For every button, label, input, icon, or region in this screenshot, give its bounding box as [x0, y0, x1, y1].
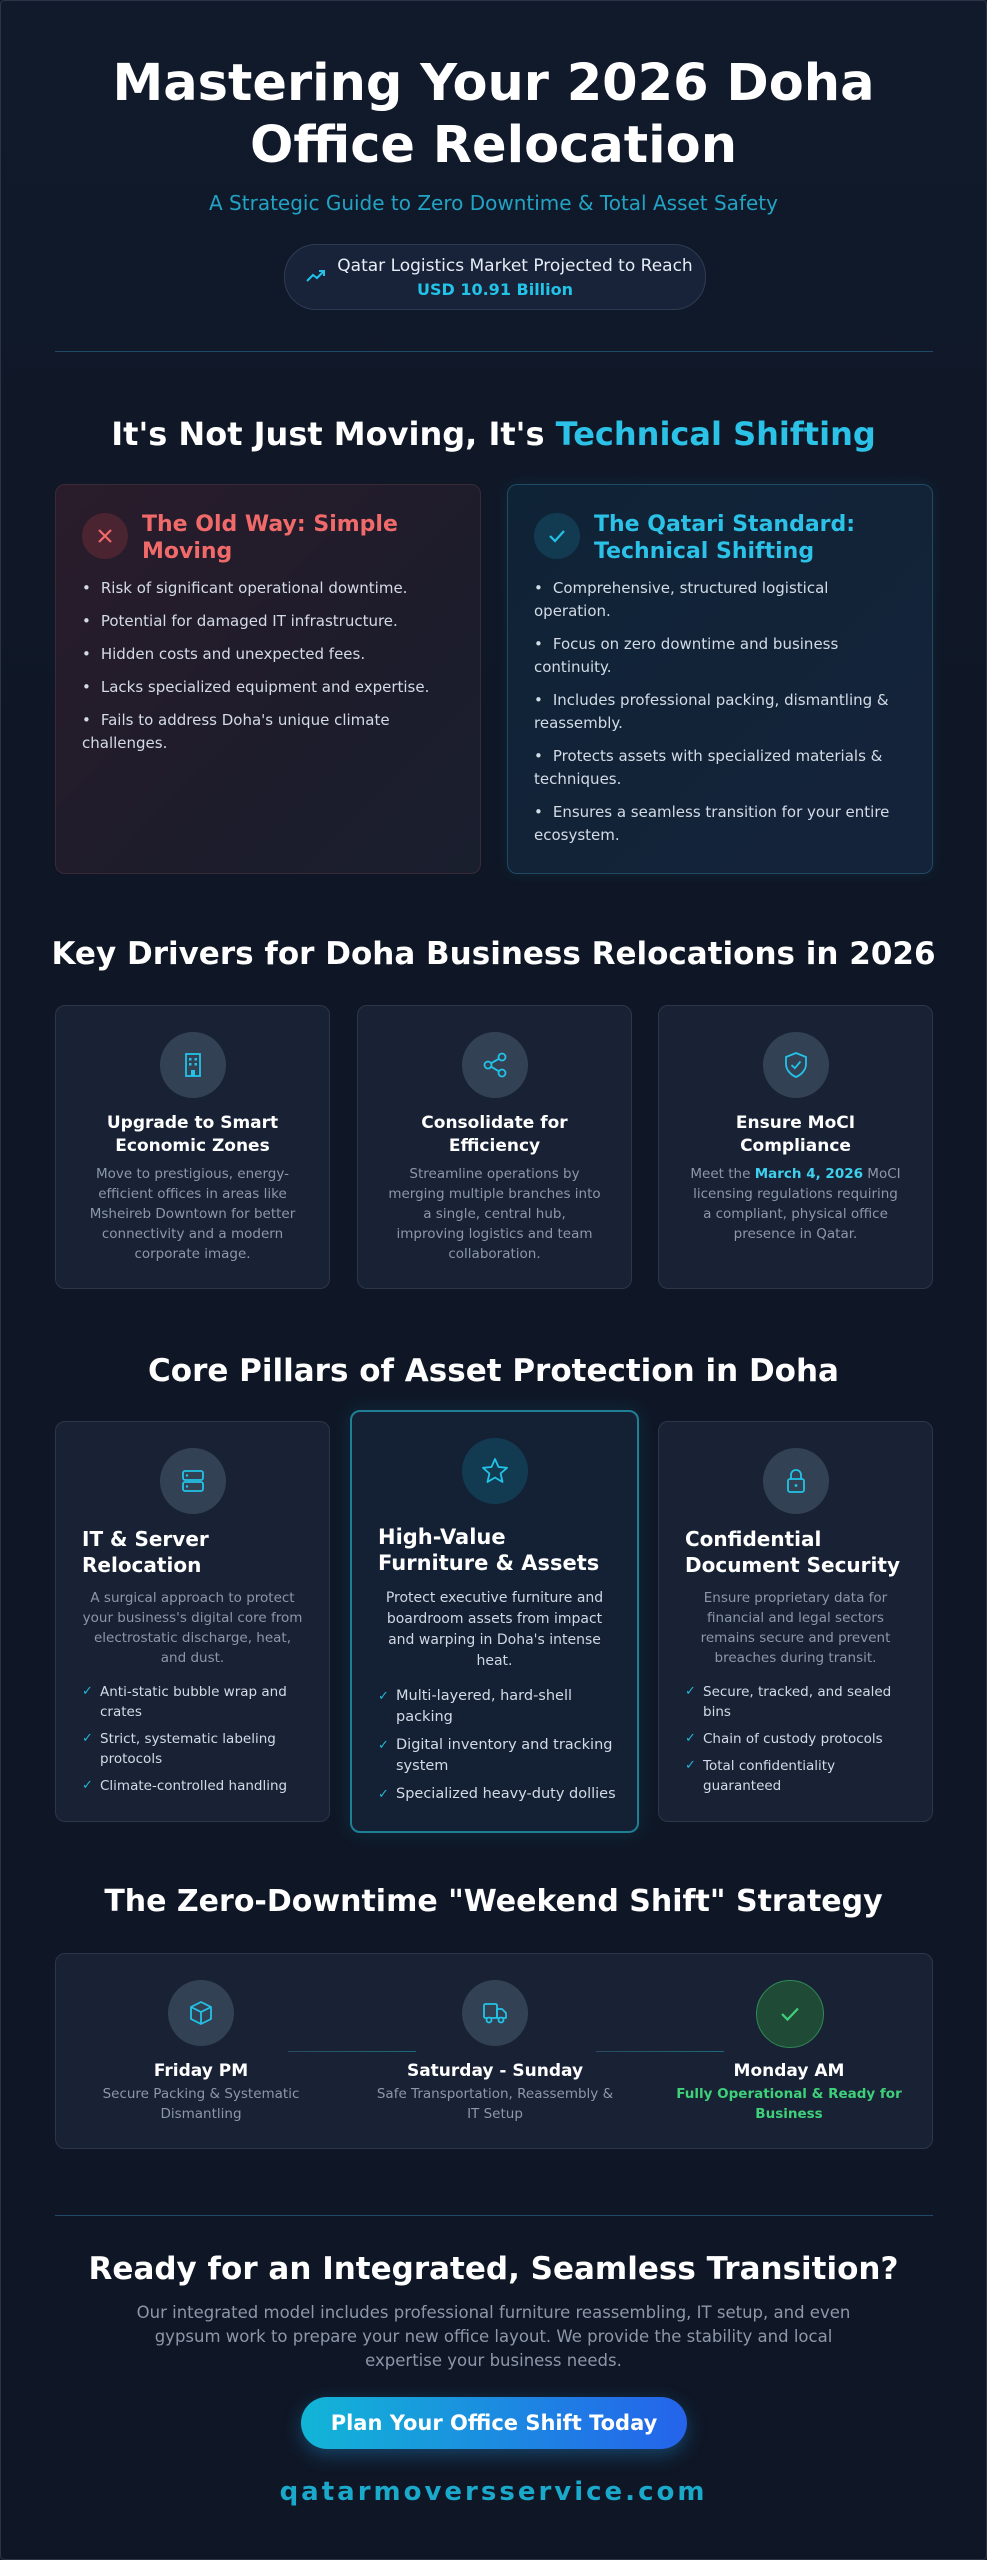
pillar-title-line-2: Relocation	[82, 1553, 202, 1577]
old-way-title	[142, 511, 398, 565]
share-nodes-icon	[462, 1032, 528, 1098]
timeline-connector	[596, 2051, 724, 2052]
list-item: ✓ Specialized heavy-duty dollies	[378, 1784, 617, 1805]
pillar-list	[82, 1682, 309, 1803]
step-title: Friday PM	[153, 2061, 249, 2081]
list-item: ✓ Chain of custody protocols	[685, 1729, 912, 1749]
driver-desc: Streamline operations by merging multiple branches into a single, central hub, improving logistics and team collaboration.	[388, 1166, 601, 1262]
old-title-line-1: The Old Way: Simple	[142, 512, 398, 537]
deadline-date: March 4, 2026	[754, 1166, 863, 1182]
list-item: ✓ Multi-layered, hard-shell packing	[378, 1686, 617, 1728]
pillar-card-it-server	[55, 1421, 330, 1822]
server-icon	[160, 1448, 226, 1514]
pillar-desc: Ensure proprietary data for financial and legal sectors remains secure and prevent breaches during transit.	[700, 1590, 891, 1666]
list-item: • Ensures a seamless transition for your entire ecosystem.	[534, 801, 906, 847]
list-item: • Focus on zero downtime and business continuity.	[534, 633, 906, 679]
old-way-list	[82, 577, 454, 765]
stat-value: USD 10.91 Billion	[416, 280, 574, 299]
pillar-card-documents	[658, 1421, 933, 1822]
list-item: • Comprehensive, structured logistical operation.	[534, 577, 906, 623]
list-item: ✓ Digital inventory and tracking system	[378, 1735, 617, 1777]
weekend-shift-timeline	[55, 1953, 933, 2149]
desc-text: Meet the	[690, 1166, 755, 1182]
timeline-connector	[288, 2051, 416, 2052]
heading-prefix: It's Not Just Moving, It's	[111, 415, 545, 453]
driver-title-line-2: Economic Zones	[115, 1136, 270, 1156]
pillar-card-furniture	[350, 1410, 639, 1833]
list-item: • Fails to address Doha's unique climate challenges.	[82, 709, 454, 755]
market-stat-badge	[284, 244, 706, 310]
plan-shift-button[interactable]: Plan Your Office Shift Today	[301, 2397, 687, 2449]
title-line-2: Office Relocation	[249, 116, 738, 175]
step-desc: Fully Operational & Ready for Business	[676, 2086, 902, 2122]
pillar-list	[685, 1682, 912, 1803]
driver-title-line-2: Efficiency	[448, 1136, 541, 1156]
qatari-standard-title	[594, 511, 855, 565]
list-item: ✓ Strict, systematic labeling protocols	[82, 1729, 309, 1769]
truck-icon	[462, 1980, 528, 2046]
driver-title	[669, 1112, 922, 1158]
list-item: • Risk of significant operational downtime.	[82, 577, 454, 600]
pillar-title	[685, 1526, 912, 1578]
page-subtitle: A Strategic Guide to Zero Downtime & Total Asset Safety	[209, 191, 778, 215]
driver-card-moci	[658, 1005, 933, 1289]
qatari-standard-card	[507, 484, 933, 874]
pillar-title-line-1: Confidential	[685, 1527, 822, 1551]
page-title	[1, 53, 986, 177]
list-item: • Includes professional packing, dismantling & reassembly.	[534, 689, 906, 735]
driver-title	[66, 1112, 319, 1158]
comparison-heading	[1, 415, 986, 453]
driver-desc: Move to prestigious, energy-efficient offices in areas like Msheireb Downtown for better connectivity and a modern corporate image.	[89, 1166, 296, 1262]
list-item: ✓ Secure, tracked, and sealed bins	[685, 1682, 912, 1722]
pillar-desc: Protect executive furniture and boardroom assets from impact and warping in Doha's intense heat.	[385, 1590, 604, 1669]
pillar-title	[82, 1526, 309, 1578]
list-item: ✓ Anti-static bubble wrap and crates	[82, 1682, 309, 1722]
building-icon	[160, 1032, 226, 1098]
driver-desc	[689, 1164, 902, 1244]
step-title: Saturday - Sunday	[406, 2061, 584, 2081]
pillar-title-line-1: High-Value	[378, 1525, 506, 1549]
new-title-line-2: Technical Shifting	[594, 539, 815, 564]
step-title: Monday AM	[733, 2061, 845, 2081]
driver-title	[368, 1112, 621, 1158]
cta-heading: Ready for an Integrated, Seamless Transition?	[88, 2251, 899, 2287]
heading-accent: Technical Shifting	[555, 415, 876, 453]
list-item: • Protects assets with specialized materials & techniques.	[534, 745, 906, 791]
website-link[interactable]: qatarmoversservice.com	[279, 2477, 708, 2507]
list-item: ✓ Climate-controlled handling	[82, 1776, 309, 1796]
pillar-title-line-2: Furniture & Assets	[378, 1551, 600, 1575]
old-title-line-2: Moving	[142, 539, 233, 564]
pillar-desc: A surgical approach to protect your business's digital core from electrostatic discharge, heat, and dust.	[82, 1590, 303, 1666]
pillar-list	[378, 1686, 617, 1812]
pillar-title	[378, 1524, 617, 1576]
list-item: • Lacks specialized equipment and expertise.	[82, 676, 454, 699]
step-desc: Safe Transportation, Reassembly & IT Setup	[376, 2086, 614, 2122]
pillar-title-line-1: IT & Server	[82, 1527, 209, 1551]
driver-title-line-1: Upgrade to Smart	[106, 1113, 279, 1133]
list-item: ✓ Total confidentiality guaranteed	[685, 1756, 912, 1796]
section-divider	[55, 351, 933, 352]
pillar-title-line-2: Document Security	[685, 1553, 900, 1577]
x-icon	[82, 513, 128, 559]
driver-title-line-1: Ensure MoCI	[735, 1113, 856, 1133]
shield-check-icon	[763, 1032, 829, 1098]
box-icon	[168, 1980, 234, 2046]
list-item: • Potential for damaged IT infrastructure.	[82, 610, 454, 633]
strategy-heading: The Zero-Downtime "Weekend Shift" Strategy	[104, 1884, 883, 1919]
driver-card-consolidate	[357, 1005, 632, 1289]
list-item: • Hidden costs and unexpected fees.	[82, 643, 454, 666]
driver-card-smart-zones	[55, 1005, 330, 1289]
drivers-heading: Key Drivers for Doha Business Relocations in 2026	[51, 936, 936, 972]
cta-text: Our integrated model includes professional furniture reassembling, IT setup, and even gypsum work to prepare your new office layout. We provide the stability and local expertise your business needs.	[136, 2303, 851, 2370]
star-icon	[462, 1438, 528, 1504]
driver-title-line-1: Consolidate for	[421, 1113, 568, 1133]
driver-title-line-2: Compliance	[740, 1136, 851, 1156]
title-line-1: Mastering Your 2026 Doha	[112, 54, 875, 113]
old-way-card	[55, 484, 481, 874]
check-icon	[756, 1980, 824, 2048]
lock-icon	[763, 1448, 829, 1514]
qatari-standard-list	[534, 577, 906, 857]
check-icon	[534, 513, 580, 559]
pillars-heading: Core Pillars of Asset Protection in Doha	[148, 1353, 839, 1389]
desc-text: MoCI licensing regulations requiring a compliant, physical office presence in Qatar.	[693, 1166, 901, 1242]
stat-label: Qatar Logistics Market Projected to Reach	[337, 256, 693, 276]
section-divider	[55, 2215, 933, 2216]
step-desc: Secure Packing & Systematic Dismantling	[102, 2086, 300, 2122]
new-title-line-1: The Qatari Standard:	[594, 512, 856, 537]
